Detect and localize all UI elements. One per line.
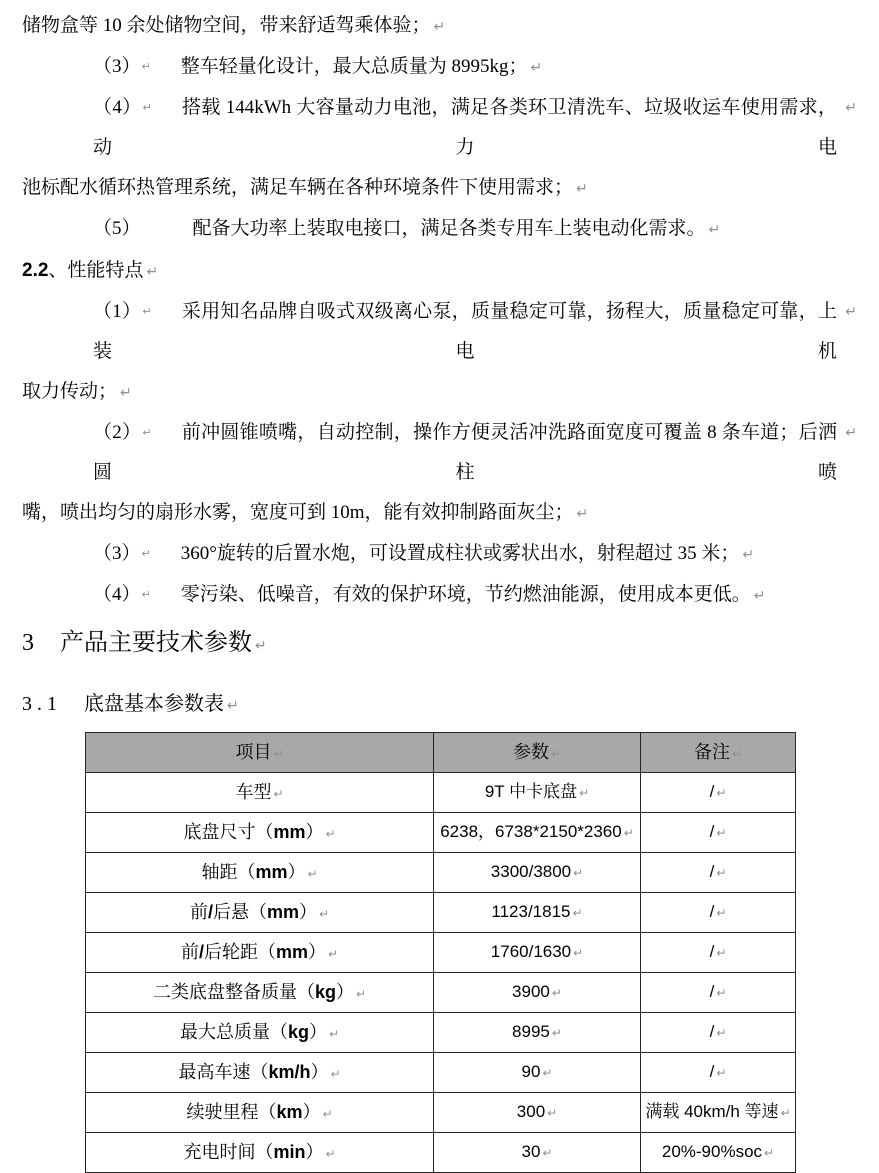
table-header-row <box>86 733 796 773</box>
paragraph-mark-icon: ↵ <box>141 547 151 560</box>
cell-note <box>641 933 796 973</box>
paragraph-mark-icon: ↵ <box>731 746 743 761</box>
cell-param <box>434 1133 641 1173</box>
table-header-param <box>434 733 641 773</box>
table-row <box>86 1053 796 1093</box>
cell-text: 6238，6738*2150*2360 <box>440 822 622 841</box>
cell-text: 最大总质量（kg） <box>179 1021 327 1042</box>
paragraph-mark-icon: ↵ <box>742 547 755 563</box>
paragraph-mark-icon: ↵ <box>579 786 590 800</box>
cell-text: 3300/3800 <box>490 862 572 881</box>
cell-item <box>86 1133 434 1173</box>
cell-note <box>641 1133 796 1173</box>
cell-note <box>641 893 796 933</box>
table-row <box>86 1133 796 1173</box>
cell-param <box>434 933 641 973</box>
list-number: （4） <box>93 584 141 605</box>
cell-param <box>434 773 641 813</box>
paragraph-mark-icon: ↵ <box>547 1106 558 1120</box>
paragraph-mark-icon: ↵ <box>325 1146 336 1161</box>
cell-note <box>641 1013 796 1053</box>
cell-text: 前/后悬（mm） <box>189 901 317 922</box>
table-header-note <box>641 733 796 773</box>
cell-note <box>641 813 796 853</box>
paragraph-mark-icon: ↵ <box>328 1026 340 1041</box>
paragraph-mark-icon: ↵ <box>327 946 339 961</box>
cell-item <box>86 773 434 813</box>
cell-param <box>434 813 641 853</box>
cell-text: 30 <box>521 1142 541 1161</box>
paragraph-mark-icon: ↵ <box>530 60 543 76</box>
paragraph-mark-icon: ↵ <box>551 1026 562 1040</box>
table-row <box>86 933 796 973</box>
paragraph-mark-icon: ↵ <box>716 906 727 920</box>
cell-text: / <box>709 822 715 841</box>
list-item-text: 整车轻量化设计，最大总质量为 8995kg； <box>180 56 528 77</box>
list-item-3 <box>22 47 857 88</box>
section-heading-2-2 <box>22 251 857 292</box>
paragraph-mark-icon: ↵ <box>764 1146 775 1160</box>
paragraph-mark-icon: ↵ <box>330 1066 341 1081</box>
table-row <box>86 1013 796 1053</box>
section-heading-3 <box>22 626 857 663</box>
list-item-text: 采用知名品牌自吸式双级离心泵，质量稳定可靠，扬程大，质量稳定可靠，上装电机 <box>93 301 837 362</box>
paragraph-mark-icon: ↵ <box>576 506 589 522</box>
cell-param <box>434 853 641 893</box>
cell-text: 8995 <box>512 1022 550 1041</box>
paragraph-mark-icon: ↵ <box>120 385 132 401</box>
cell-item <box>86 893 434 933</box>
cell-text: / <box>709 1022 715 1041</box>
list-number: （3） <box>93 543 141 564</box>
cell-text: 满载 40km/h 等速 <box>645 1102 779 1121</box>
table-row <box>86 773 796 813</box>
paragraph-mark-icon: ↵ <box>318 906 330 921</box>
paragraph-mark-icon: ↵ <box>227 698 239 714</box>
table-row <box>86 853 796 893</box>
paragraph-mark-icon: ↵ <box>716 866 727 880</box>
list-item-2 <box>22 413 857 493</box>
paragraph-mark-icon: ↵ <box>716 826 727 840</box>
paragraph-mark-icon: ↵ <box>273 746 284 761</box>
chassis-parameters-table <box>85 732 796 1173</box>
cell-item <box>86 813 434 853</box>
paragraph-mark-icon: ↵ <box>542 1146 553 1160</box>
list-number: （4） <box>93 97 142 118</box>
section-title: 产品主要技术参数 <box>60 630 252 656</box>
paragraph-mark-icon: ↵ <box>716 1066 727 1080</box>
paragraph-mark-icon: ↵ <box>322 1106 333 1121</box>
cell-item <box>86 1013 434 1053</box>
paragraph-mark-icon: ↵ <box>142 426 152 439</box>
paragraph-mark-icon: ↵ <box>141 588 151 601</box>
cell-note <box>641 1053 796 1093</box>
cell-item <box>86 1093 434 1133</box>
paragraph-intro <box>22 6 857 47</box>
cell-item <box>86 973 434 1013</box>
cell-item <box>86 853 434 893</box>
table-row <box>86 973 796 1013</box>
list-number: （3） <box>93 56 141 77</box>
cell-text: 轴距（mm） <box>201 861 306 882</box>
cell-param <box>434 1053 641 1093</box>
paragraph-mark-icon: ↵ <box>355 986 367 1001</box>
cell-item <box>86 1053 434 1093</box>
cell-text: 充电时间（min） <box>183 1141 324 1162</box>
list-item-1 <box>22 292 857 372</box>
paragraph-mark-icon: ↵ <box>780 1106 791 1120</box>
cell-text: 20%-90%soc <box>661 1142 763 1161</box>
section-number: 3 <box>22 630 34 656</box>
paragraph-mark-icon: ↵ <box>146 264 159 280</box>
paragraph-mark-icon: ↵ <box>142 305 152 318</box>
cell-text: / <box>709 902 715 921</box>
cell-text: 前/后轮距（mm） <box>180 941 326 962</box>
cell-param <box>434 1013 641 1053</box>
cell-text: 车型 <box>235 781 272 802</box>
paragraph-text: 池标配水循环热管理系统，满足车辆在各种环境条件下使用需求； <box>22 177 574 198</box>
header-text: 备注 <box>693 741 730 762</box>
paragraph-text: 储物盒等 10 余处储物空间，带来舒适驾乘体验； <box>22 15 431 36</box>
paragraph-mark-icon: ↵ <box>273 786 284 801</box>
list-item-4 <box>22 88 857 168</box>
cell-text: / <box>709 782 715 801</box>
list-item-text: 前冲圆锥喷嘴，自动控制，操作方便灵活冲洗路面宽度可覆盖 8 条车道；后洒圆柱喷 <box>93 422 837 483</box>
paragraph-mark-icon: ↵ <box>433 19 446 35</box>
cell-text: 90 <box>521 1062 541 1081</box>
paragraph-mark-icon: ↵ <box>716 946 727 960</box>
table-row <box>86 893 796 933</box>
paragraph-text: 嘴，喷出均匀的扇形水雾，宽度可到 10m，能有效抑制路面灰尘； <box>22 502 574 523</box>
paragraph-mark-icon: ↵ <box>845 425 857 441</box>
cell-item <box>86 933 434 973</box>
paragraph-mark-icon: ↵ <box>576 181 588 197</box>
list-number: （2） <box>93 422 142 443</box>
paragraph-mark-icon: ↵ <box>708 222 721 238</box>
paragraph-mark-icon: ↵ <box>551 986 562 1000</box>
list-item-4 <box>22 575 857 616</box>
cell-note <box>641 853 796 893</box>
paragraph-text: 取力传动； <box>22 381 118 402</box>
paragraph-mark-icon: ↵ <box>753 588 766 604</box>
cell-text: 300 <box>516 1102 546 1121</box>
list-number: （5） <box>93 218 141 239</box>
cell-text: 最高车速（km/h） <box>178 1061 329 1082</box>
table-header-item <box>86 733 434 773</box>
section-title: 底盘基本参数表 <box>84 693 224 715</box>
paragraph-mark-icon: ↵ <box>573 866 584 880</box>
list-item-5 <box>22 209 857 250</box>
cell-text: / <box>709 942 715 961</box>
list-item-text: 360°旋转的后置水炮，可设置成柱状或雾状出水，射程超过 35 米； <box>180 543 740 564</box>
cell-note <box>641 1093 796 1133</box>
paragraph-mark-icon: ↵ <box>550 746 562 761</box>
paragraph-continuation <box>22 372 857 413</box>
list-number: （1） <box>93 301 142 322</box>
paragraph-mark-icon: ↵ <box>716 1026 727 1040</box>
cell-note <box>641 973 796 1013</box>
paragraph-mark-icon: ↵ <box>255 638 267 654</box>
cell-param <box>434 893 641 933</box>
table-row <box>86 813 796 853</box>
cell-text: 9T 中卡底盘 <box>484 782 578 801</box>
cell-text: / <box>709 862 715 881</box>
paragraph-mark-icon: ↵ <box>307 866 318 881</box>
paragraph-mark-icon: ↵ <box>572 906 583 920</box>
list-item-text: 搭载 144kWh 大容量动力电池，满足各类环卫清洗车、垃圾收运车使用需求，动力电 <box>93 97 837 158</box>
paragraph-mark-icon: ↵ <box>623 826 634 840</box>
section-number: 3.1 <box>22 693 62 715</box>
section-number: 2.2 <box>22 260 49 281</box>
paragraph-mark-icon: ↵ <box>845 100 857 116</box>
paragraph-mark-icon: ↵ <box>573 946 584 960</box>
list-item-text: 零污染、低噪音，有效的保护环境，节约燃油能源，使用成本更低。 <box>180 584 751 605</box>
cell-text: / <box>709 1062 715 1081</box>
section-title: 、性能特点 <box>48 260 144 281</box>
cell-text: 续驶里程（km） <box>186 1101 321 1122</box>
list-item-text: 配备大功率上装取电接口，满足各类专用车上装电动化需求。 <box>192 218 706 239</box>
paragraph-mark-icon: ↵ <box>142 101 152 114</box>
cell-param <box>434 1093 641 1133</box>
cell-text: 3900 <box>512 982 550 1001</box>
cell-text: 二类底盘整备质量（kg） <box>152 981 354 1002</box>
cell-param <box>434 973 641 1013</box>
list-item-3 <box>22 534 857 575</box>
header-text: 项目 <box>235 741 272 762</box>
cell-text: / <box>709 982 715 1001</box>
section-heading-3-1 <box>22 691 857 719</box>
cell-note <box>641 773 796 813</box>
cell-text: 1760/1630 <box>490 942 572 961</box>
paragraph-continuation <box>22 168 857 209</box>
paragraph-continuation <box>22 493 857 534</box>
paragraph-mark-icon: ↵ <box>716 786 727 800</box>
header-text: 参数 <box>512 741 549 762</box>
cell-text: 底盘尺寸（mm） <box>183 821 324 842</box>
paragraph-mark-icon: ↵ <box>141 60 151 73</box>
paragraph-mark-icon: ↵ <box>716 986 727 1000</box>
paragraph-mark-icon: ↵ <box>542 1066 553 1080</box>
paragraph-mark-icon: ↵ <box>325 826 336 841</box>
cell-text: 1123/1815 <box>491 902 571 921</box>
paragraph-mark-icon: ↵ <box>845 304 857 320</box>
table-row <box>86 1093 796 1133</box>
